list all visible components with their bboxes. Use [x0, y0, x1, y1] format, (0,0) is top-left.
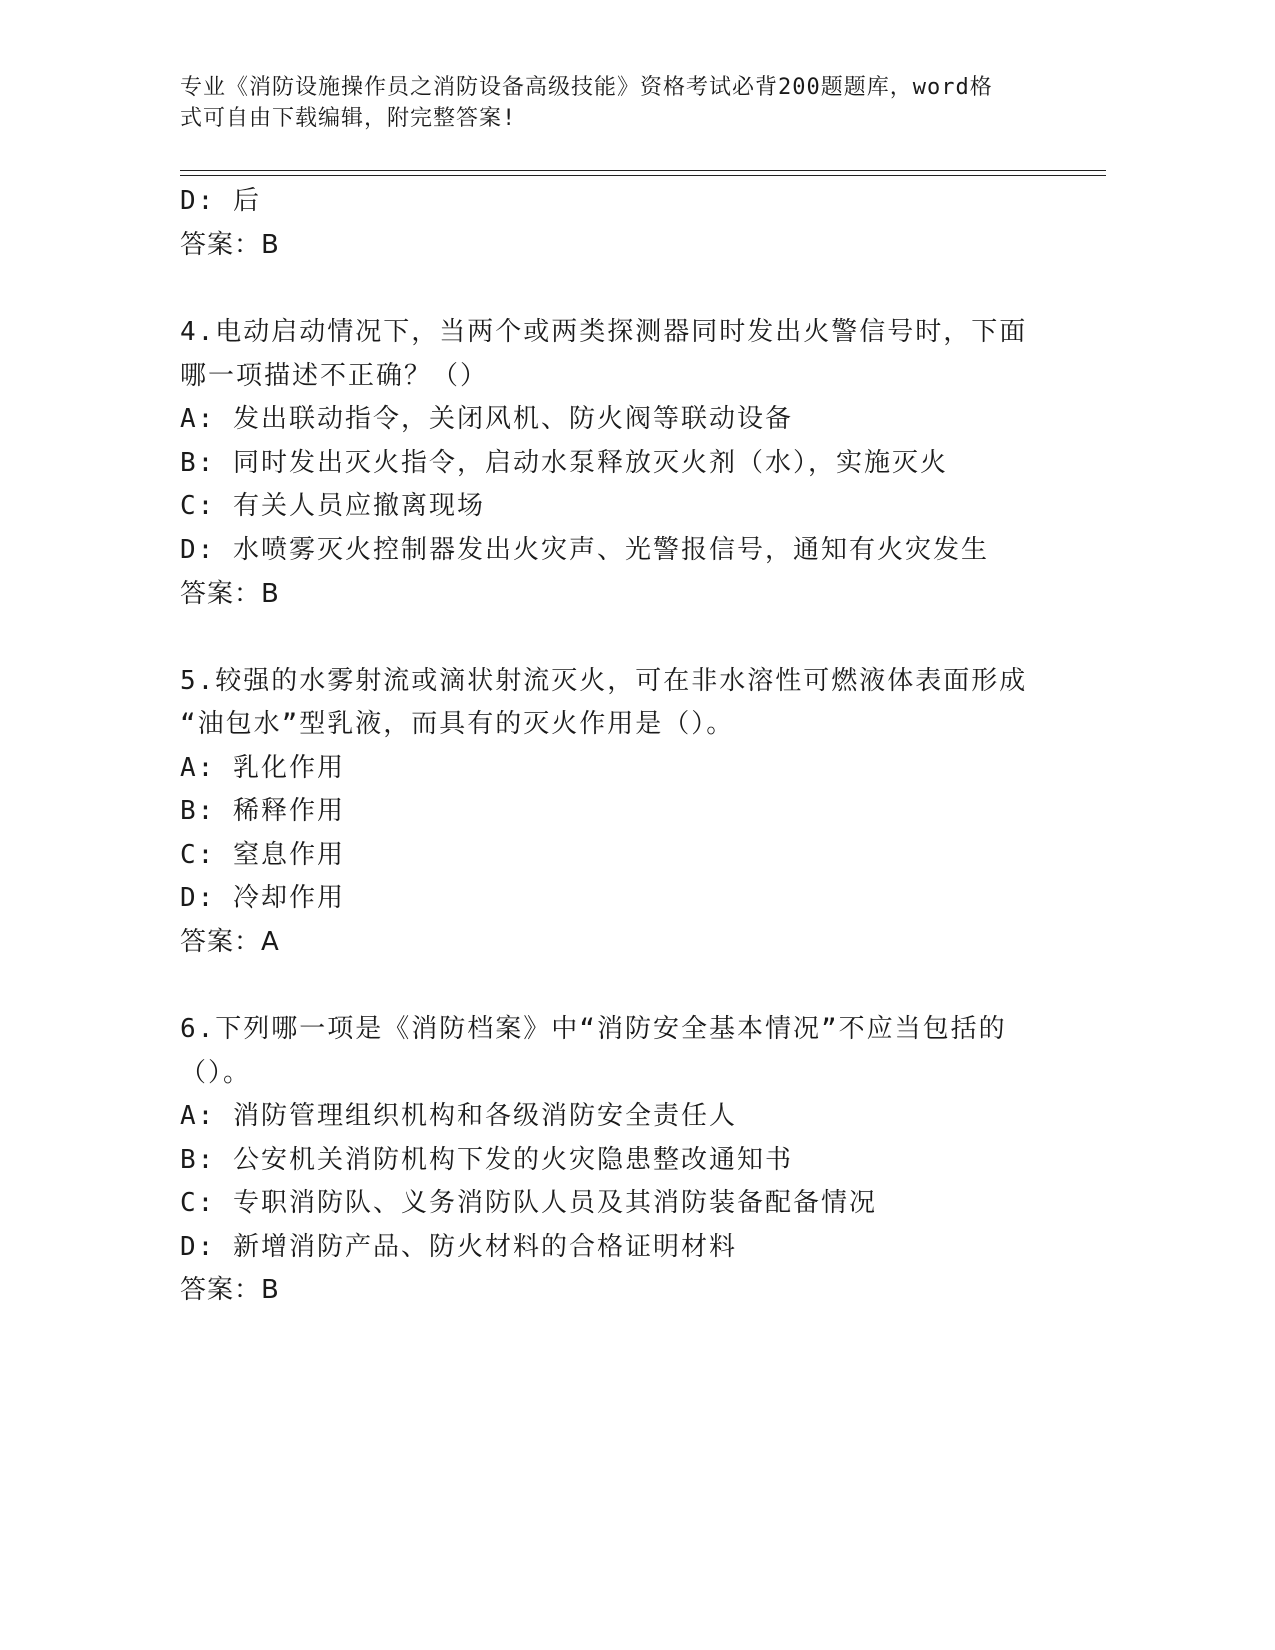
document-header	[180, 72, 1040, 134]
q5-stem-line-1: 5.较强的水雾射流或滴状射流灭火，可在非水溶性可燃液体表面形成	[180, 666, 1028, 696]
q6-answer: 答案：B	[180, 1275, 280, 1305]
q6-option-a: A: 消防管理组织机构和各级消防安全责任人	[180, 1101, 737, 1131]
q4-option-d: D: 水喷雾灭火控制器发出火灾声、光警报信号，通知有火灾发生	[180, 535, 989, 565]
q5-answer: 答案：A	[180, 927, 280, 957]
prev-answer: 答案：B	[180, 230, 280, 260]
header-rule-bottom	[180, 175, 1106, 176]
q4-option-b: B: 同时发出灭火指令，启动水泵释放灭火剂（水），实施灭火	[180, 448, 948, 478]
q6-stem-line-2: （）。	[180, 1058, 252, 1088]
header-line-2: 式可自由下载编辑，附完整答案!	[180, 106, 517, 131]
header-line-1: 专业《消防设施操作员之消防设备高级技能》资格考试必背200题题库，word格	[180, 75, 993, 100]
q6-stem-line-1: 6.下列哪一项是《消防档案》中“消防安全基本情况”不应当包括的	[180, 1014, 1007, 1044]
q5-stem-line-2: “油包水”型乳液，而具有的灭火作用是（）。	[180, 709, 735, 739]
prev-option-d: D: 后	[180, 186, 261, 216]
q4-option-c: C: 有关人员应撤离现场	[180, 491, 485, 521]
q5-option-d: D: 冷却作用	[180, 883, 345, 913]
q4-answer: 答案：B	[180, 579, 280, 609]
q6-option-d: D: 新增消防产品、防火材料的合格证明材料	[180, 1232, 737, 1262]
q5-option-c: C: 窒息作用	[180, 840, 345, 870]
q5-option-b: B: 稀释作用	[180, 796, 345, 826]
q4-stem-line-2: 哪一项描述不正确？（）	[180, 361, 489, 391]
q4-stem-line-1: 4.电动启动情况下，当两个或两类探测器同时发出火警信号时，下面	[180, 317, 1028, 347]
q4-option-a: A: 发出联动指令，关闭风机、防火阀等联动设备	[180, 404, 793, 434]
q6-option-c: C: 专职消防队、义务消防队人员及其消防装备配备情况	[180, 1188, 877, 1218]
header-rule-top	[180, 170, 1106, 171]
q5-option-a: A: 乳化作用	[180, 753, 345, 783]
q6-option-b: B: 公安机关消防机构下发的火灾隐患整改通知书	[180, 1145, 793, 1175]
